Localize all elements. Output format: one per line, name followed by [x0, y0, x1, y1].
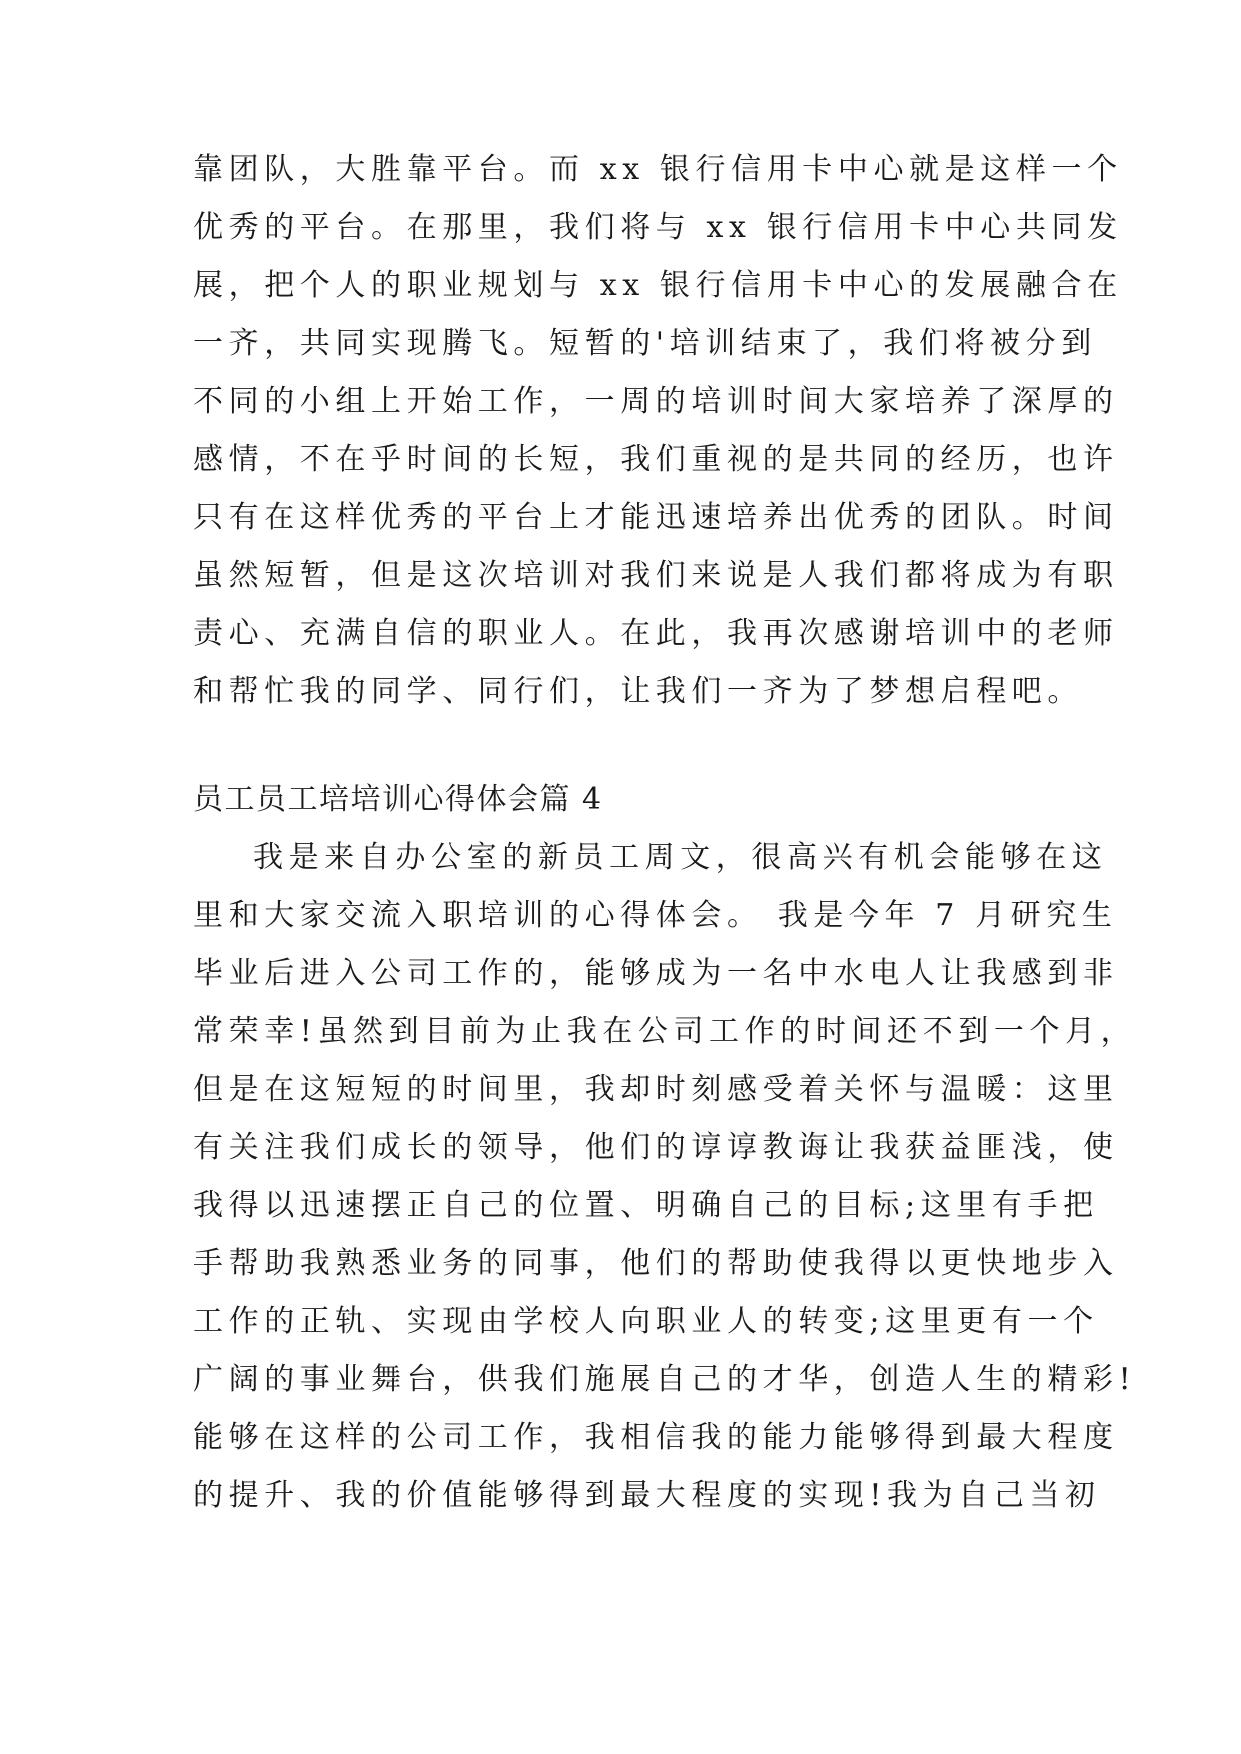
paragraph-line: 能够在这样的公司工作，我相信我的能力能够得到最大程度 [193, 1420, 1119, 1455]
paragraph-line: 虽然短暂，但是这次培训对我们来说是人我们都将成为有职 [193, 558, 1119, 593]
paragraph-line: 感情，不在乎时间的长短，我们重视的是共同的经历，也许 [193, 442, 1119, 477]
paragraph-line: 展，把个人的职业规划与 xx 银行信用卡中心的发展融合在 [193, 268, 1123, 303]
paragraph-line: 的提升、我的价值能够得到最大程度的实现!我为自己当初 [193, 1478, 1101, 1513]
paragraph-line: 工作的正轨、实现由学校人向职业人的转变;这里更有一个 [193, 1304, 1099, 1339]
paragraph-line: 广阔的事业舞台，供我们施展自己的才华，创造人生的精彩! [193, 1362, 1137, 1397]
paragraph-line: 有关注我们成长的领导，他们的谆谆教诲让我获益匪浅，使 [193, 1130, 1119, 1165]
paragraph-line: 责心、充满自信的职业人。在此，我再次感谢培训中的老师 [193, 616, 1119, 651]
paragraph-line: 一齐，共同实现腾飞。短暂的'培训结束了，我们将被分到 [193, 326, 1097, 361]
paragraph-line: 我得以迅速摆正自己的位置、明确自己的目标;这里有手把 [193, 1188, 1099, 1223]
paragraph-line: 手帮助我熟悉业务的同事，他们的帮助使我得以更快地步入 [193, 1246, 1119, 1281]
paragraph-line: 里和大家交流入职培训的心得体会。 我是今年 7 月研究生 [193, 898, 1118, 933]
paragraph-line: 毕业后进入公司工作的，能够成为一名中水电人让我感到非 [193, 956, 1119, 991]
paragraph-line: 我是来自办公室的新员工周文，很高兴有机会能够在这 [253, 840, 1108, 875]
section-heading: 员工员工培培训心得体会篇 4 [193, 782, 603, 817]
paragraph-line: 和帮忙我的同学、同行们，让我们一齐为了梦想启程吧。 [193, 674, 1083, 709]
paragraph-line: 只有在这样优秀的平台上才能迅速培养出优秀的团队。时间 [193, 500, 1119, 535]
paragraph-line: 不同的小组上开始工作，一周的培训时间大家培养了深厚的 [193, 384, 1119, 419]
paragraph-line: 常荣幸!虽然到目前为止我在公司工作的时间还不到一个月， [193, 1014, 1137, 1049]
paragraph-line: 靠团队，大胜靠平台。而 xx 银行信用卡中心就是这样一个 [193, 152, 1123, 187]
paragraph-line: 优秀的平台。在那里，我们将与 xx 银行信用卡中心共同发 [193, 210, 1123, 245]
paragraph-line: 但是在这短短的时间里，我却时刻感受着关怀与温暖：这里 [193, 1072, 1119, 1107]
